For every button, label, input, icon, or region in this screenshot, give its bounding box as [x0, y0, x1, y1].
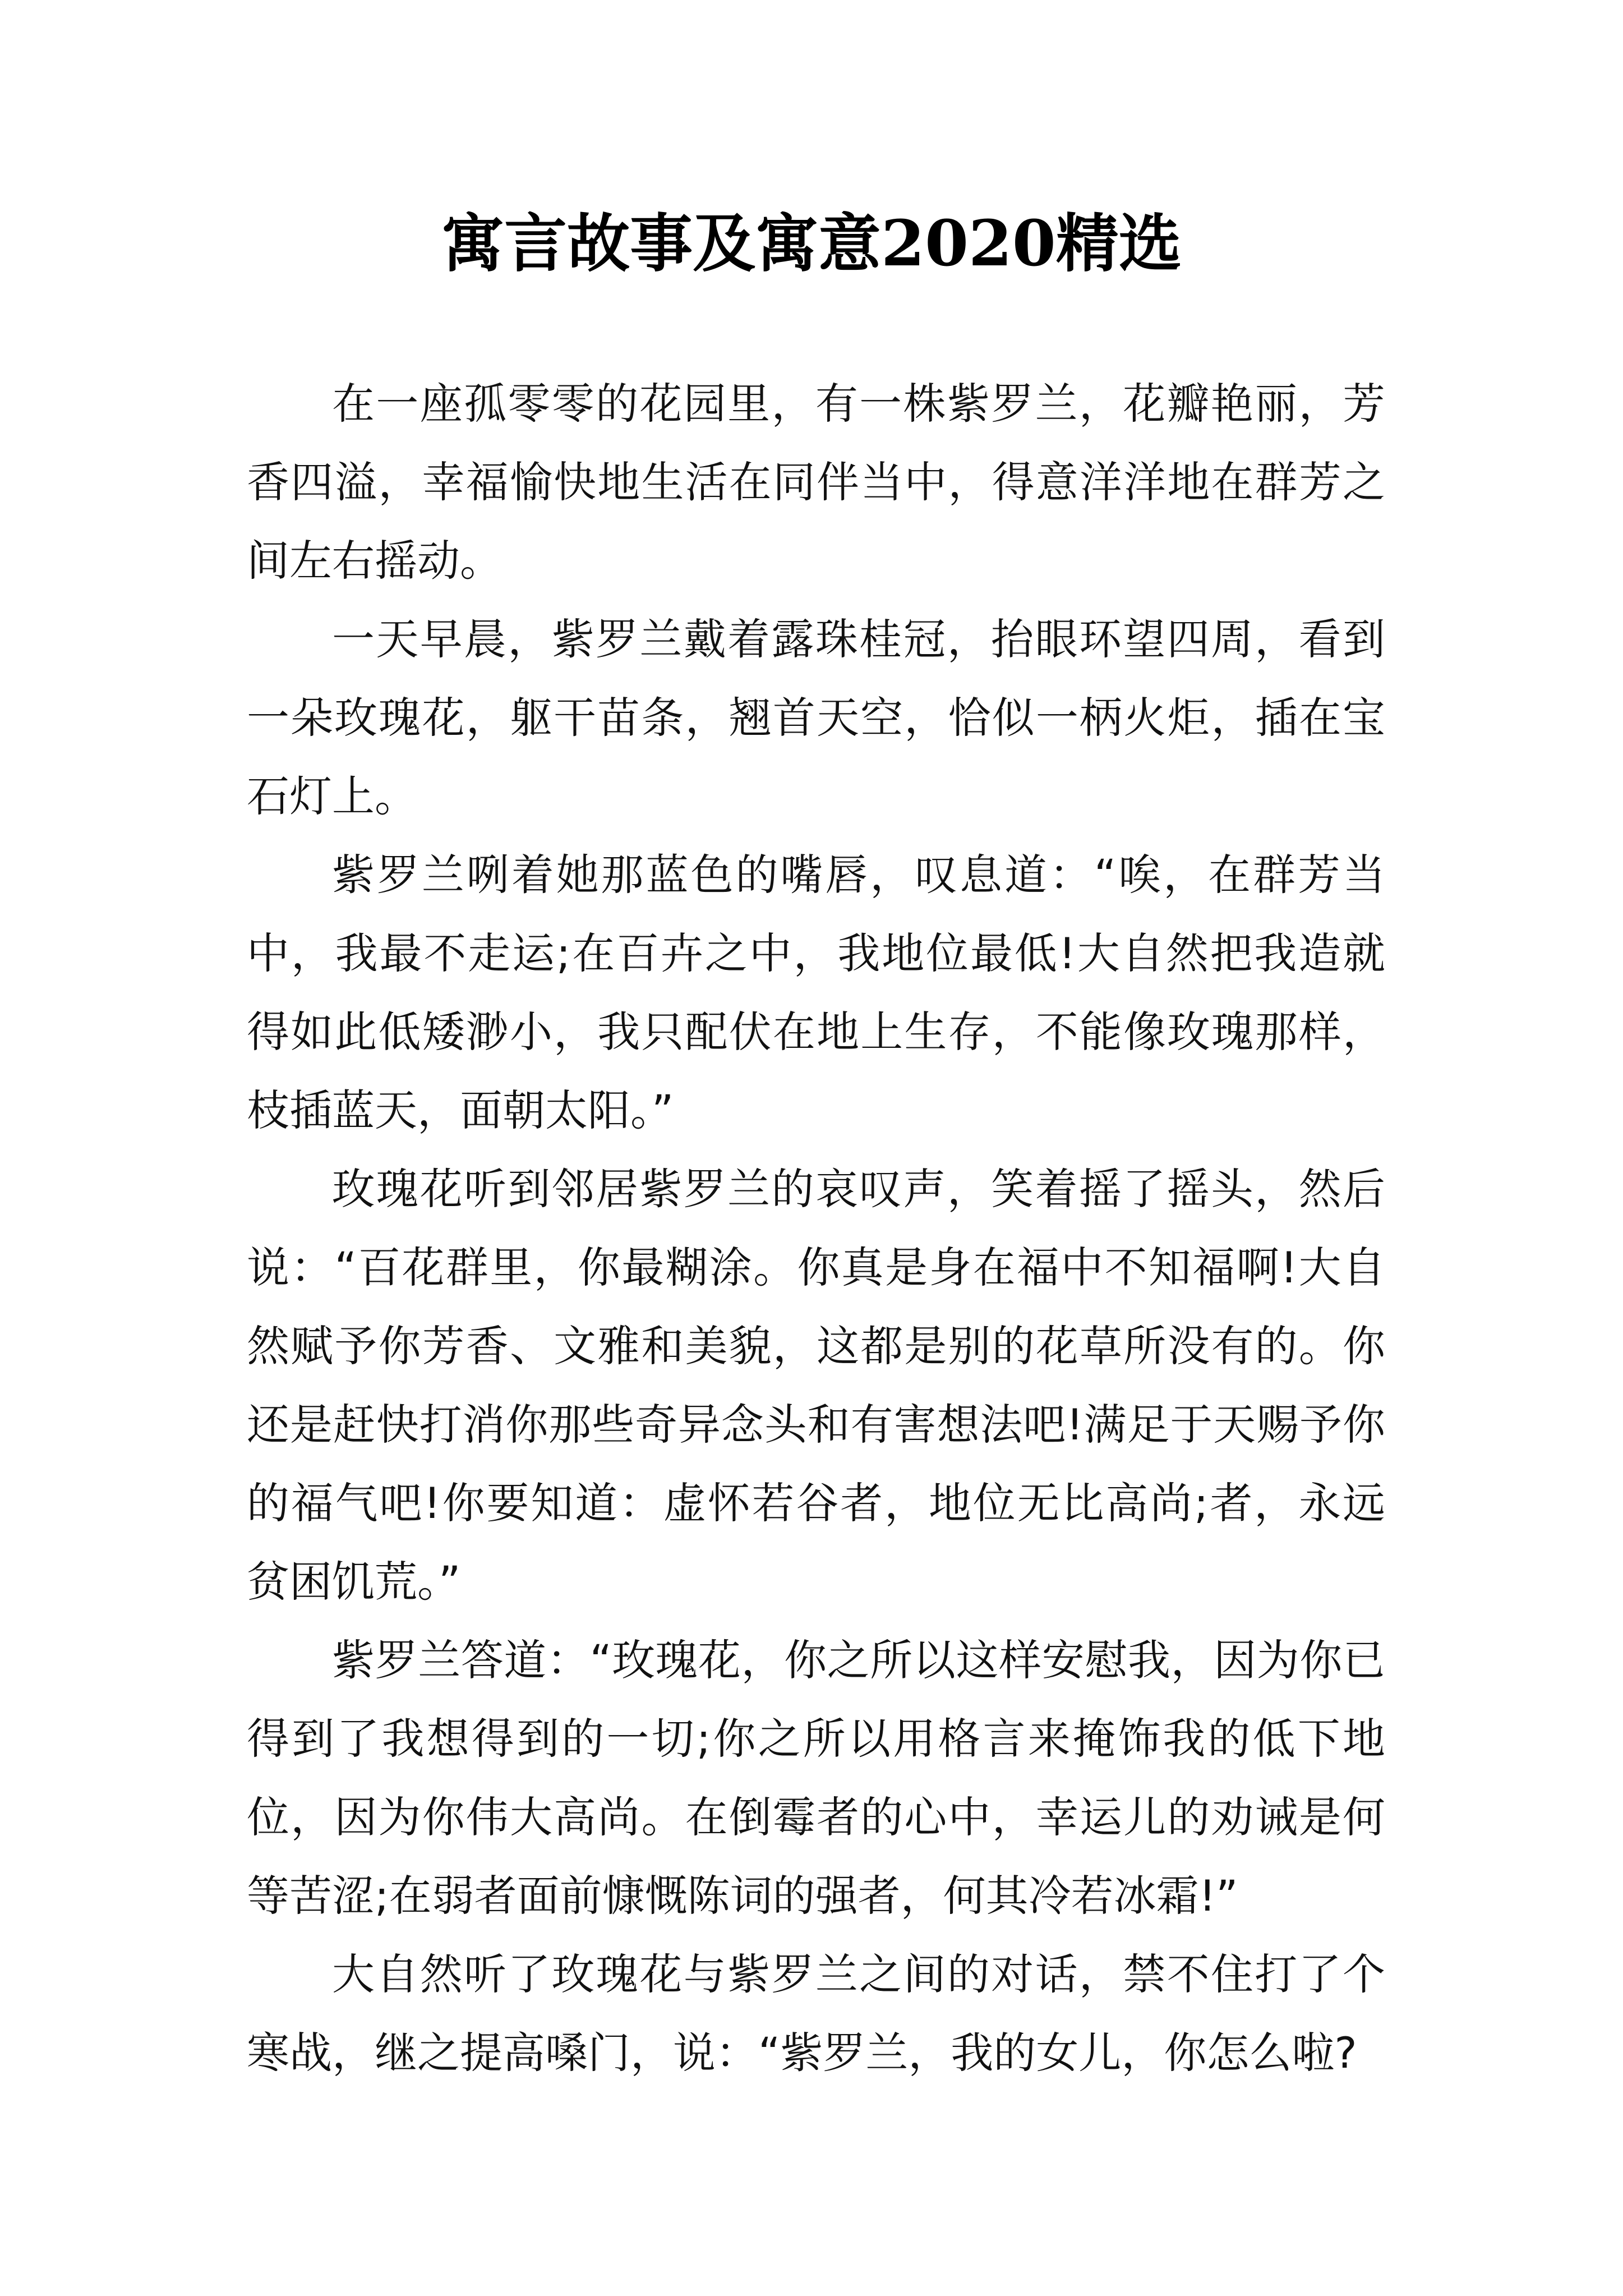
paragraph: 在一座孤零零的花园里，有一株紫罗兰，花瓣艳丽，芳香四溢，幸福愉快地生活在同伴当中，得意洋洋地在群芳之间左右摇动。	[247, 379, 1385, 586]
paragraph: 紫罗兰答道：“玫瑰花，你之所以这样安慰我，因为你已得到了我想得到的一切;你之所以用格言来掩饰我的低下地位，因为你伟大高尚。在倒霉者的心中，幸运儿的劝诫是何等苦涩;在弱者面前慷慨陈词的强者，何其冷若冰霜!”	[247, 1635, 1385, 1921]
document-title: 寓言故事及寓意2020精选	[441, 207, 1182, 280]
paragraph: 大自然听了玫瑰花与紫罗兰之间的对话，禁不住打了个寒战，继之提高嗓门，说：“紫罗兰，我的女儿，你怎么啦?	[247, 1949, 1385, 2078]
paragraph: 一天早晨，紫罗兰戴着露珠桂冠，抬眼环望四周，看到一朵玫瑰花，躯干苗条，翘首天空，恰似一柄火炬，插在宝石灯上。	[247, 614, 1385, 821]
paragraph: 玫瑰花听到邻居紫罗兰的哀叹声，笑着摇了摇头，然后说：“百花群里，你最糊涂。你真是身在福中不知福啊!大自然赋予你芳香、文雅和美貌，这都是别的花草所没有的。你还是赶快打消你那些奇异念头和有害想法吧!满足于天赐予你的福气吧!你要知道：虚怀若谷者，地位无比高尚;者，永远贫困饥荒。”	[247, 1164, 1385, 1607]
document-body	[247, 365, 1385, 2092]
paragraph: 紫罗兰咧着她那蓝色的嘴唇，叹息道：“唉，在群芳当中，我最不走运;在百卉之中，我地位最低!大自然把我造就得如此低矮渺小，我只配伏在地上生存，不能像玫瑰那样，枝插蓝天，面朝太阳。”	[247, 850, 1385, 1135]
